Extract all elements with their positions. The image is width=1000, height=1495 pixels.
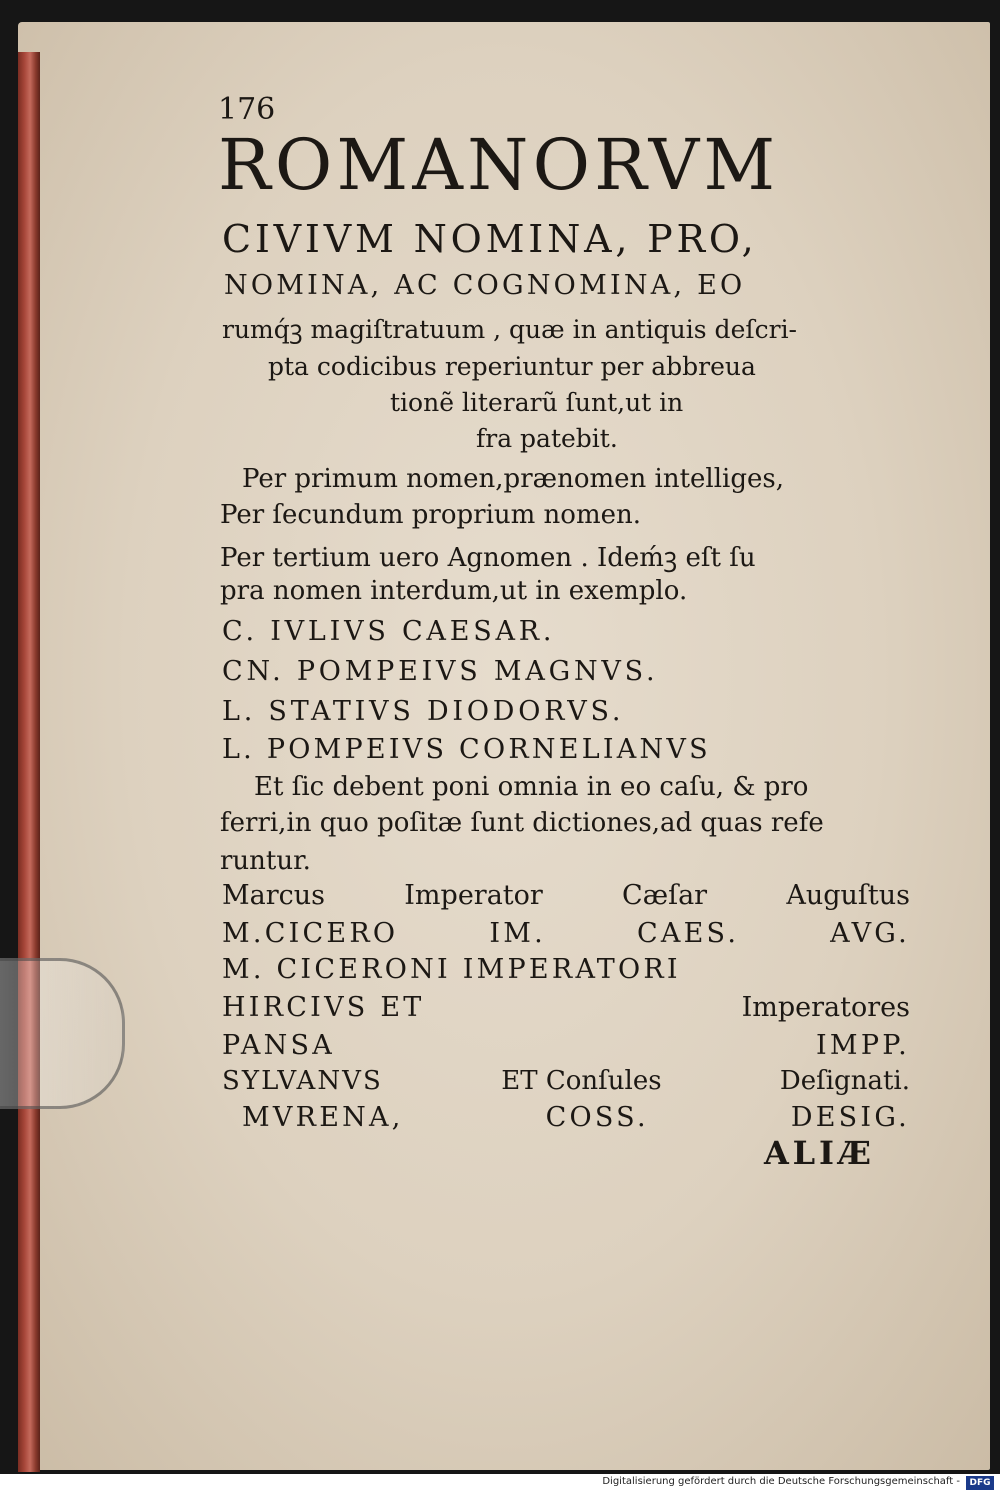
table-row xyxy=(222,1066,910,1096)
rule-line: Et ſic debent poni omnia in eo caſu, & pro xyxy=(254,772,809,802)
title-line: fra patebit. xyxy=(476,424,618,453)
dfg-logo: DFG xyxy=(966,1476,994,1490)
title-line: CIVIVM NOMINA, PRO, xyxy=(222,217,758,261)
title-line: pta codicibus reperiuntur per abbreua xyxy=(268,352,756,381)
name-example: L. STATIVS DIODORVS. xyxy=(222,696,625,727)
table-cell: MVRENA, xyxy=(242,1102,404,1133)
table-cell: Deſignati. xyxy=(779,1066,910,1096)
book-page xyxy=(18,22,990,1470)
body-line: pra nomen interdum,ut in exemplo. xyxy=(220,576,688,606)
page-heading: ROMANORVM xyxy=(218,124,780,206)
footer-bar xyxy=(0,1474,1000,1495)
table-row xyxy=(222,1030,910,1061)
table-cell: M. CICERONI IMPERATORI xyxy=(222,954,681,985)
table-cell: SYLVANVS xyxy=(222,1066,383,1096)
table-cell: PANSA xyxy=(222,1030,336,1061)
bookmark-clip xyxy=(0,958,125,1109)
table-row xyxy=(222,954,681,985)
table-cell: Imperator xyxy=(404,880,543,911)
name-example: L. POMPEIVS CORNELIANVS xyxy=(222,734,711,765)
table-cell: IM. xyxy=(489,918,546,949)
table-row xyxy=(222,918,910,949)
title-line: tionẽ literarũ ſunt,ut in xyxy=(390,388,684,417)
page-edge-red xyxy=(18,52,40,1472)
body-line: Per ſecundum proprium nomen. xyxy=(220,500,642,530)
table-row xyxy=(222,992,910,1023)
table-cell: DESIG. xyxy=(790,1102,910,1133)
table-cell: M.CICERO xyxy=(222,918,399,949)
table-cell: Imperatores xyxy=(741,992,910,1023)
table-row xyxy=(242,1102,910,1133)
table-cell: IMPP. xyxy=(816,1030,910,1061)
table-cell: AVG. xyxy=(830,918,910,949)
table-cell: Cæſar xyxy=(622,880,708,911)
name-example: C. IVLIVS CAESAR. xyxy=(222,616,556,647)
rule-line: runtur. xyxy=(220,846,311,876)
name-example: CN. POMPEIVS MAGNVS. xyxy=(222,656,659,687)
table-cell: ET Conſules xyxy=(501,1066,662,1096)
table-row xyxy=(222,880,910,911)
body-line: Per primum nomen,prænomen intelliges, xyxy=(242,464,785,494)
table-cell: Auguſtus xyxy=(786,880,910,911)
table-cell: HIRCIVS ET xyxy=(222,992,425,1023)
table-cell: CAES. xyxy=(636,918,740,949)
table-cell: COSS. xyxy=(545,1102,649,1133)
title-line: NOMINA, AC COGNOMINA, EO xyxy=(224,270,746,301)
title-line: rumq́ꝫ magiſtratuum , quæ in antiquis deſcri- xyxy=(222,315,798,344)
catchword: ALIÆ xyxy=(764,1134,875,1172)
body-line: Per tertium uero Agnomen . Ideḿꝫ eſt ſu xyxy=(220,543,756,573)
rule-line: ferri,in quo poſitæ ſunt dictiones,ad quas refe xyxy=(220,808,824,838)
table-cell: Marcus xyxy=(222,880,326,911)
page-number: 176 xyxy=(218,92,276,127)
footer-credit: Digitalisierung gefördert durch die Deutsche Forschungsgemeinschaft - xyxy=(602,1476,960,1487)
